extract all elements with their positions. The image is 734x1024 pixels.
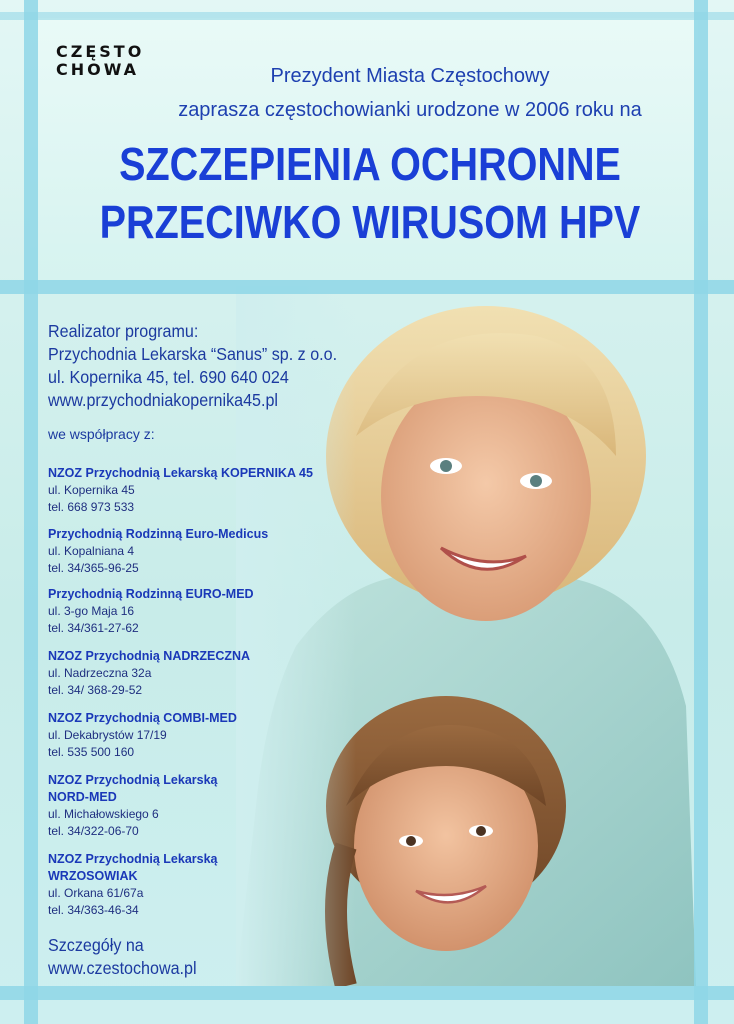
clinic-name: NZOZ Przychodnią NADRZECZNA	[48, 649, 251, 663]
clinic-phone: tel. 34/361-27-62	[48, 621, 139, 635]
clinic-name-2: WRZOSOWIAK	[48, 869, 138, 883]
clinic-name: Przychodnią Rodzinną Euro-Medicus	[48, 527, 269, 541]
clinic-address: ul. Kopernika 45	[48, 483, 135, 497]
frame-bar-left	[24, 0, 38, 1024]
clinic-address: ul. Michałowskiego 6	[48, 807, 159, 821]
clinic-address: ul. Nadrzeczna 32a	[48, 666, 152, 680]
realizator-address: ul. Kopernika 45, tel. 690 640 024	[48, 367, 289, 387]
clinic-phone: tel. 668 973 533	[48, 500, 135, 514]
cooperation-heading: we współpracy z:	[48, 426, 155, 442]
clinic-name-2: NORD-MED	[48, 790, 117, 804]
logo-line-1: CZĘSTO	[56, 42, 145, 61]
footer-line-1: Szczegóły na	[48, 935, 144, 955]
title-line-2: PRZECIWKO WIRUSOM HPV	[99, 196, 641, 248]
clinic-name: Przychodnią Rodzinną EURO-MED	[48, 587, 254, 601]
clinic-phone: tel. 34/ 368-29-52	[48, 683, 143, 697]
logo-line-2: CHOWA	[56, 60, 140, 79]
realizator-heading: Realizator programu:	[48, 321, 199, 341]
clinic-address: ul. Dekabrystów 17/19	[48, 728, 167, 742]
clinic-name: NZOZ Przychodnią Lekarską KOPERNIKA 45	[48, 466, 313, 480]
clinic-phone: tel. 34/363-46-34	[48, 903, 139, 917]
realizator-website: www.przychodniakopernika45.pl	[48, 390, 278, 410]
clinic-phone: tel. 535 500 160	[48, 745, 135, 759]
clinic-phone: tel. 34/365-96-25	[48, 561, 139, 575]
clinic-address: ul. Orkana 61/67a	[48, 886, 144, 900]
clinic-name: NZOZ Przychodnią COMBI-MED	[48, 711, 237, 725]
frame-bar-right	[694, 0, 708, 1024]
clinic-address: ul. Kopalniana 4	[48, 544, 135, 558]
clinic-name: NZOZ Przychodnią Lekarską	[48, 852, 218, 866]
intro-line-2: zaprasza częstochowianki urodzone w 2006 roku na	[178, 99, 642, 121]
mother-daughter-photo	[236, 286, 696, 986]
title-line-1: SZCZEPIENIA OCHRONNE	[119, 138, 621, 190]
frame-bar-middle	[0, 280, 734, 294]
frame-bar-bottom	[0, 986, 734, 1000]
clinic-address: ul. 3-go Maja 16	[48, 604, 135, 618]
clinic-phone: tel. 34/322-06-70	[48, 824, 139, 838]
footer-website[interactable]: www.czestochowa.pl	[48, 958, 197, 978]
frame-bar-top	[0, 12, 734, 20]
clinic-name: NZOZ Przychodnią Lekarską	[48, 773, 218, 787]
realizator-name: Przychodnia Lekarska “Sanus” sp. z o.o.	[48, 344, 338, 364]
intro-line-1: Prezydent Miasta Częstochowy	[270, 65, 550, 87]
